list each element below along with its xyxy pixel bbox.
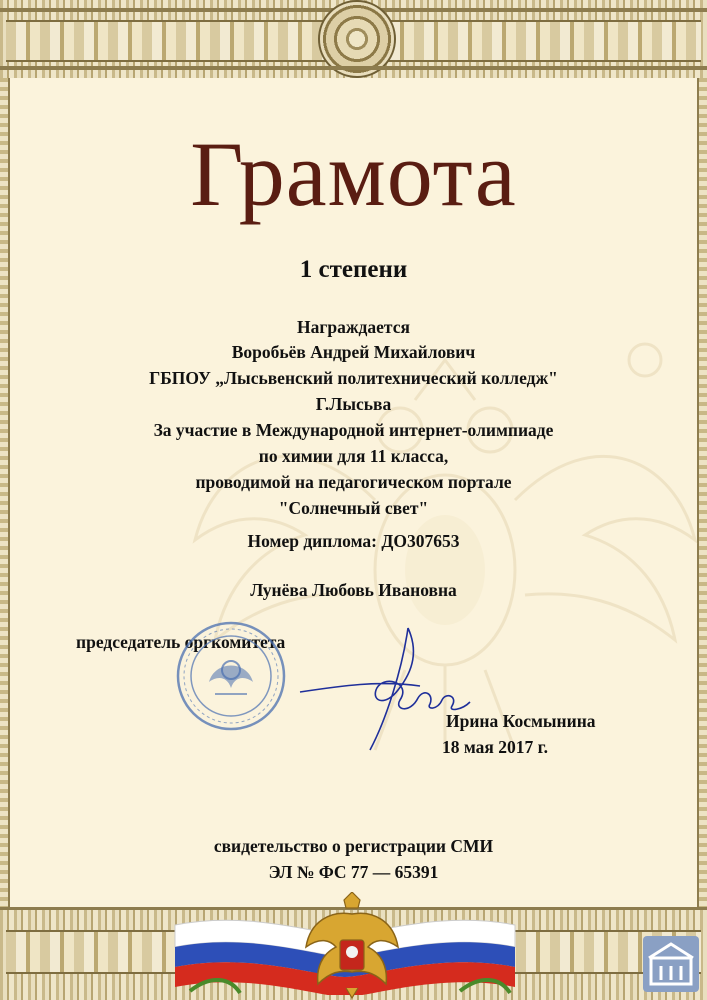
rosette-ornament-icon: [318, 0, 396, 78]
teacher-name: Лунёва Любовь Ивановна: [250, 580, 457, 600]
chair-title: председатель оргкомитета: [76, 632, 286, 652]
certificate-title: Грамота: [190, 123, 517, 225]
reason-line-1: За участие в Международной интернет-олимпиаде: [153, 420, 554, 440]
round-seal-icon: [175, 620, 287, 732]
reason-line-3: проводимой на педагогическом портале: [195, 472, 512, 492]
registration-line-1: свидетельство о регистрации СМИ: [213, 836, 494, 856]
awarded-label: Награждается: [297, 317, 410, 337]
reason-line-2: по химии для 11 класса,: [258, 446, 449, 466]
coat-of-arms-icon: [300, 892, 405, 1000]
institution-name: ГБПОУ „Лысьвенский политехнический колледж": [149, 368, 558, 388]
registration-line-2: ЭЛ № ФС 77 — 65391: [268, 862, 439, 882]
portal-name: "Солнечный свет": [278, 498, 429, 518]
issue-date: 18 мая 2017 г.: [442, 737, 548, 757]
certificate-degree: 1 степени: [299, 256, 408, 283]
portal-logo-icon: [643, 936, 699, 992]
top-ornamental-border: [0, 0, 707, 78]
signatory-name: Ирина Космынина: [446, 711, 596, 731]
city-name: Г.Лысьва: [315, 394, 392, 414]
diploma-number: Номер диплома: ДО307653: [247, 531, 460, 551]
recipient-name: Воробьёв Андрей Михайлович: [231, 342, 476, 362]
